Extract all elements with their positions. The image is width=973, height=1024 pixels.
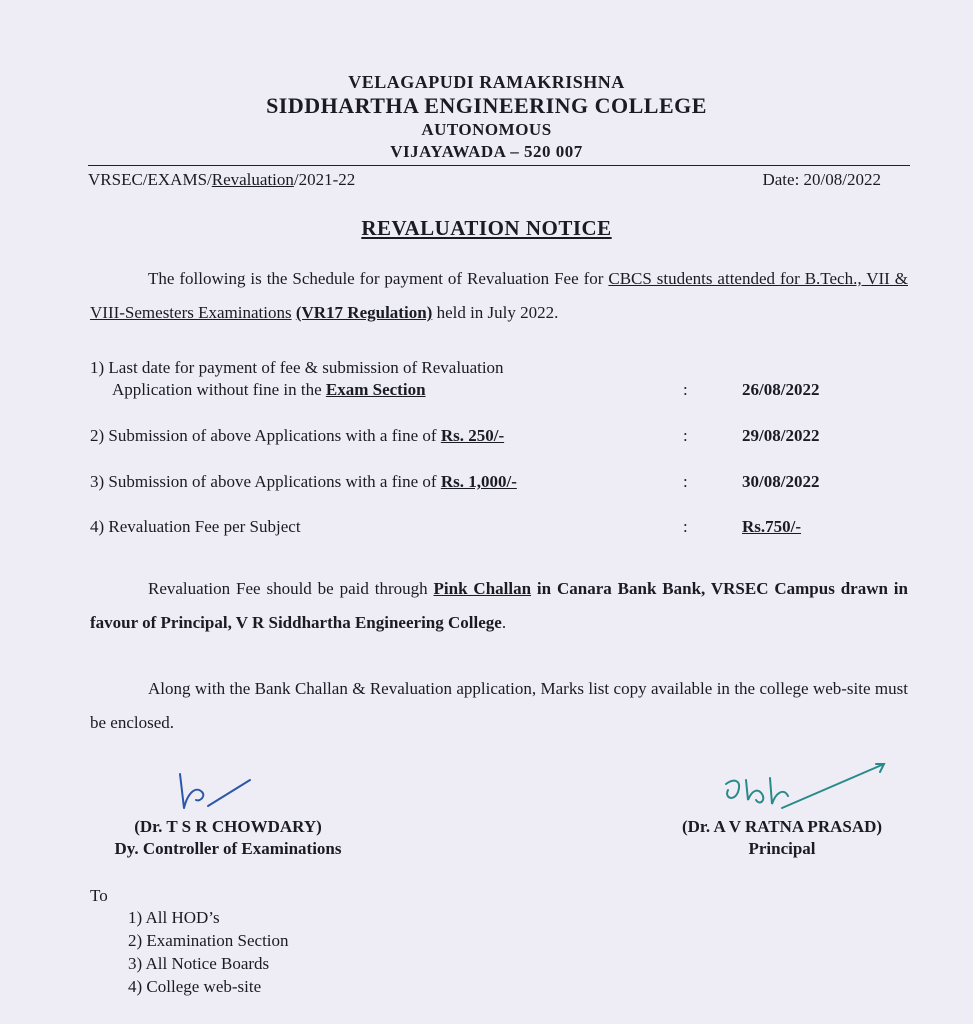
intro-paragraph: The following is the Schedule for payment of Revaluation Fee for CBCS students attended for B.Tech., VII & VIII-Semesters Examinations (VR17 Regulation) held in July 2022. xyxy=(90,269,908,322)
college-autonomous: AUTONOMOUS xyxy=(421,120,552,139)
schedule-item-3-colon: : xyxy=(683,472,688,491)
schedule-item-4: 4) Revaluation Fee per Subject xyxy=(90,517,301,536)
distribution-item: 4) College web-site xyxy=(128,977,262,996)
signatory-left-designation: Dy. Controller of Examinations xyxy=(114,839,342,858)
to-label: To xyxy=(90,886,108,905)
schedule-item-4-colon: : xyxy=(683,517,688,536)
schedule-item-4-fee: Rs.750/- xyxy=(742,517,802,536)
schedule-item-3-date: 30/08/2022 xyxy=(742,472,820,491)
notice-title: REVALUATION NOTICE xyxy=(361,216,612,240)
header-divider xyxy=(88,165,910,166)
schedule-item-1-colon: : xyxy=(683,380,688,399)
signature-left-image xyxy=(168,766,258,822)
college-address: VIJAYAWADA – 520 007 xyxy=(390,142,583,161)
payment-paragraph: Revaluation Fee should be paid through Pink Challan in Canara Bank Bank, VRSEC Campus drawn in favour of Principal, V R Siddhartha Engineering College. xyxy=(90,579,908,632)
enclosure-paragraph: Along with the Bank Challan & Revaluation application, Marks list copy available in the college web-site must be enclosed. xyxy=(90,679,908,732)
distribution-list xyxy=(128,906,289,998)
signatory-left xyxy=(88,816,368,860)
signatory-left-name: (Dr. T S R CHOWDARY) xyxy=(134,817,322,836)
schedule-item-2-colon: : xyxy=(683,426,688,445)
college-name-line2: SIDDHARTHA ENGINEERING COLLEGE xyxy=(266,93,707,118)
schedule-item-1-line2: Application without fine in the Exam Section xyxy=(112,380,426,399)
schedule-item-2: 2) Submission of above Applications with a fine of Rs. 250/- xyxy=(90,426,505,445)
signatory-right-name: (Dr. A V RATNA PRASAD) xyxy=(681,817,883,836)
signatory-right-designation: Principal xyxy=(748,839,816,858)
distribution-item: 2) Examination Section xyxy=(128,931,289,950)
schedule-item-1-line1: 1) Last date for payment of fee & submission of Revaluation xyxy=(90,358,504,377)
schedule-item-3: 3) Submission of above Applications with a fine of Rs. 1,000/- xyxy=(90,472,517,491)
schedule-item-1-date: 26/08/2022 xyxy=(742,380,820,399)
distribution-item: 1) All HOD’s xyxy=(128,908,220,927)
notice-date: Date: 20/08/2022 xyxy=(762,170,881,189)
distribution-item: 3) All Notice Boards xyxy=(128,954,270,973)
reference-number: VRSEC/EXAMS/Revaluation/2021-22 xyxy=(88,170,356,189)
college-name-line1: VELAGAPUDI RAMAKRISHNA xyxy=(348,72,625,92)
signature-right-image xyxy=(712,758,892,818)
schedule-item-2-date: 29/08/2022 xyxy=(742,426,820,445)
signatory-right xyxy=(652,816,912,860)
